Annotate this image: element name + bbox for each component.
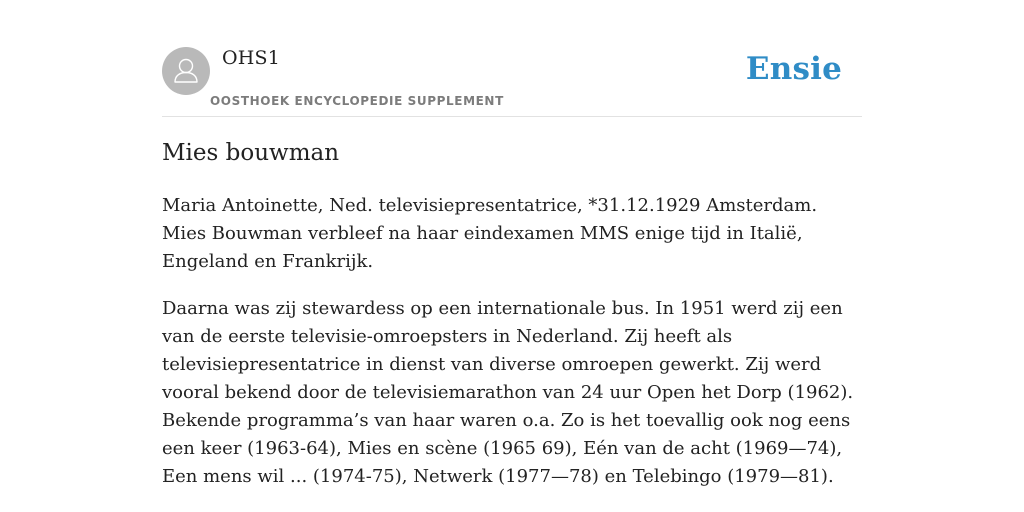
source-label[interactable]: OOSTHOEK ENCYCLOPEDIE SUPPLEMENT [210,94,504,108]
brand-logo[interactable]: Ensie [745,51,842,87]
author-name[interactable]: OHS1 [222,47,281,69]
article-body [162,192,862,510]
article-header [162,44,862,117]
user-icon [162,47,210,95]
avatar[interactable] [162,47,210,95]
article-title: Mies bouwman [162,140,340,166]
paragraph: Maria Antoinette, Ned. televisiepresentatrice, *31.12.1929 Amsterdam. Mies Bouwman verbleef na haar eindexamen MMS enige tijd in Italië, Engeland en Frankrijk. [162,195,818,272]
paragraph: Daarna was zij stewardess op een internationale bus. In 1951 werd zij een van de eerste televisie-omroepsters in Nederland. Zij heeft als televisiepresentatrice in dienst van diverse omroepen gewerkt. Zij werd vooral bekend door de televisiemarathon van 24 uur Open het Dorp (1962). Bekende programma’s van haar waren o.a. Zo is het toevallig ook nog eens een keer (1963-64), Mies en scène (1965 69), Eén van de acht (1969—74), Een mens wil ... (1974-75), Netwerk (1977—78) en Telebingo (1979—81). [162,298,854,487]
